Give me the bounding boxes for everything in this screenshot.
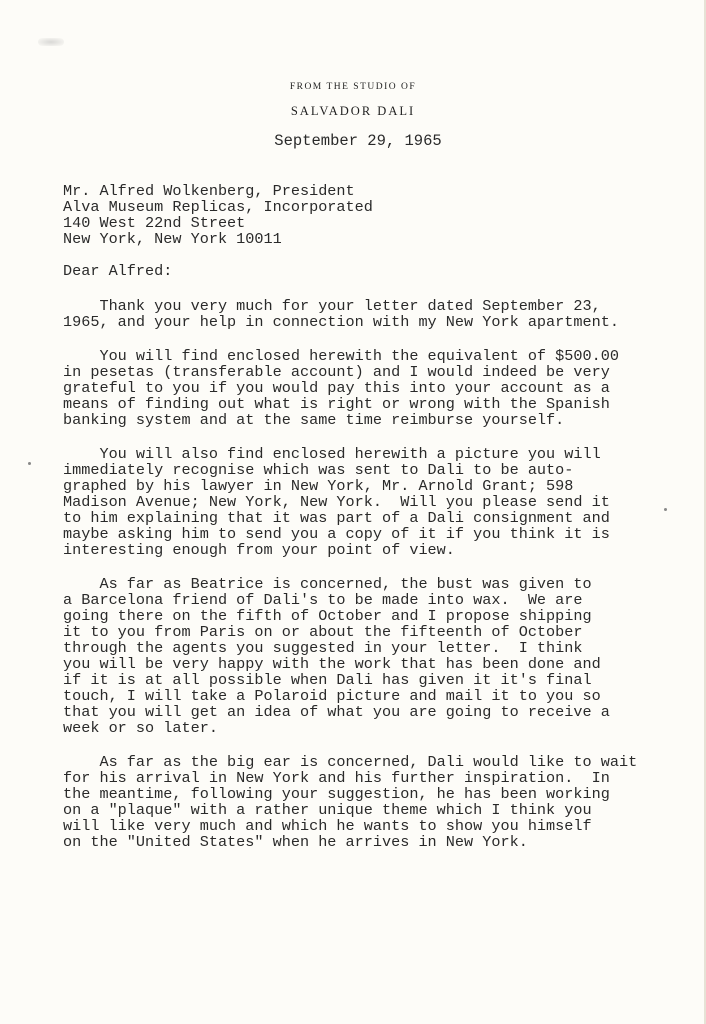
letterhead-name: SALVADOR DALI	[290, 104, 416, 118]
paragraph-line: As far as the big ear is concerned, Dali would like to wait	[63, 753, 638, 771]
paragraph-line: Thank you very much for your letter dated September 23,	[63, 297, 601, 315]
paragraph-line: for his arrival in New York and his further inspiration. In	[63, 769, 610, 787]
paragraph-line: You will also find enclosed herewith a picture you will	[63, 445, 601, 463]
paragraph-line: will like very much and which he wants to show you himself	[63, 817, 592, 835]
paper-mark	[28, 462, 31, 465]
paragraph-line: the meantime, following your suggestion, he has been working	[63, 785, 610, 803]
paragraph-line: through the agents you suggested in your letter. I think	[63, 639, 583, 657]
paragraph-line: on the "United States" when he arrives in New York.	[63, 833, 528, 851]
ink-smudge	[38, 38, 64, 46]
paragraph-line: maybe asking him to send you a copy of it if you think it is	[63, 525, 610, 543]
letter-date: September 29, 1965	[274, 132, 442, 150]
paper-mark	[664, 508, 667, 511]
paragraph-line: means of finding out what is right or wrong with the Spanish	[63, 395, 610, 413]
paragraph-line: You will find enclosed herewith the equivalent of $500.00	[63, 347, 619, 365]
paragraph-line: 1965, and your help in connection with my New York apartment.	[63, 313, 619, 331]
paragraph-line: week or so later.	[63, 719, 218, 737]
paragraph-line: going there on the fifth of October and I propose shipping	[63, 607, 592, 625]
paragraph-line: touch, I will take a Polaroid picture and mail it to you so	[63, 687, 601, 705]
paragraph-line: a Barcelona friend of Dali's to be made into wax. We are	[63, 591, 583, 609]
paragraph-line: immediately recognise which was sent to Dali to be auto-	[63, 461, 574, 479]
paragraph-line: As far as Beatrice is concerned, the bust was given to	[63, 575, 592, 593]
address-line: Alva Museum Replicas, Incorporated	[63, 198, 373, 216]
paragraph-line: Madison Avenue; New York, New York. Will you please send it	[63, 493, 610, 511]
paragraph-line: in pesetas (transferable account) and I would indeed be very	[63, 363, 610, 381]
salutation: Dear Alfred:	[63, 262, 173, 280]
letterhead-line-1: FROM THE STUDIO OF	[289, 82, 417, 92]
paragraph-line: banking system and at the same time reimburse yourself.	[63, 411, 565, 429]
paragraph-line: to him explaining that it was part of a Dali consignment and	[63, 509, 610, 527]
paragraph-line: on a "plaque" with a rather unique theme which I think you	[63, 801, 592, 819]
address-line: Mr. Alfred Wolkenberg, President	[63, 182, 355, 200]
address-line: New York, New York 10011	[63, 230, 282, 248]
paragraph-line: if it is at all possible when Dali has given it it's final	[63, 671, 592, 689]
paragraph-line: that you will get an idea of what you are going to receive a	[63, 703, 610, 721]
paragraph-line: grateful to you if you would pay this into your account as a	[63, 379, 610, 397]
paragraph-line: you will be very happy with the work that has been done and	[63, 655, 601, 673]
address-line: 140 West 22nd Street	[63, 214, 246, 232]
paragraph-line: graphed by his lawyer in New York, Mr. Arnold Grant; 598	[63, 477, 574, 495]
paragraph-line: interesting enough from your point of view.	[63, 541, 455, 559]
paragraph-line: it to you from Paris on or about the fifteenth of October	[63, 623, 583, 641]
